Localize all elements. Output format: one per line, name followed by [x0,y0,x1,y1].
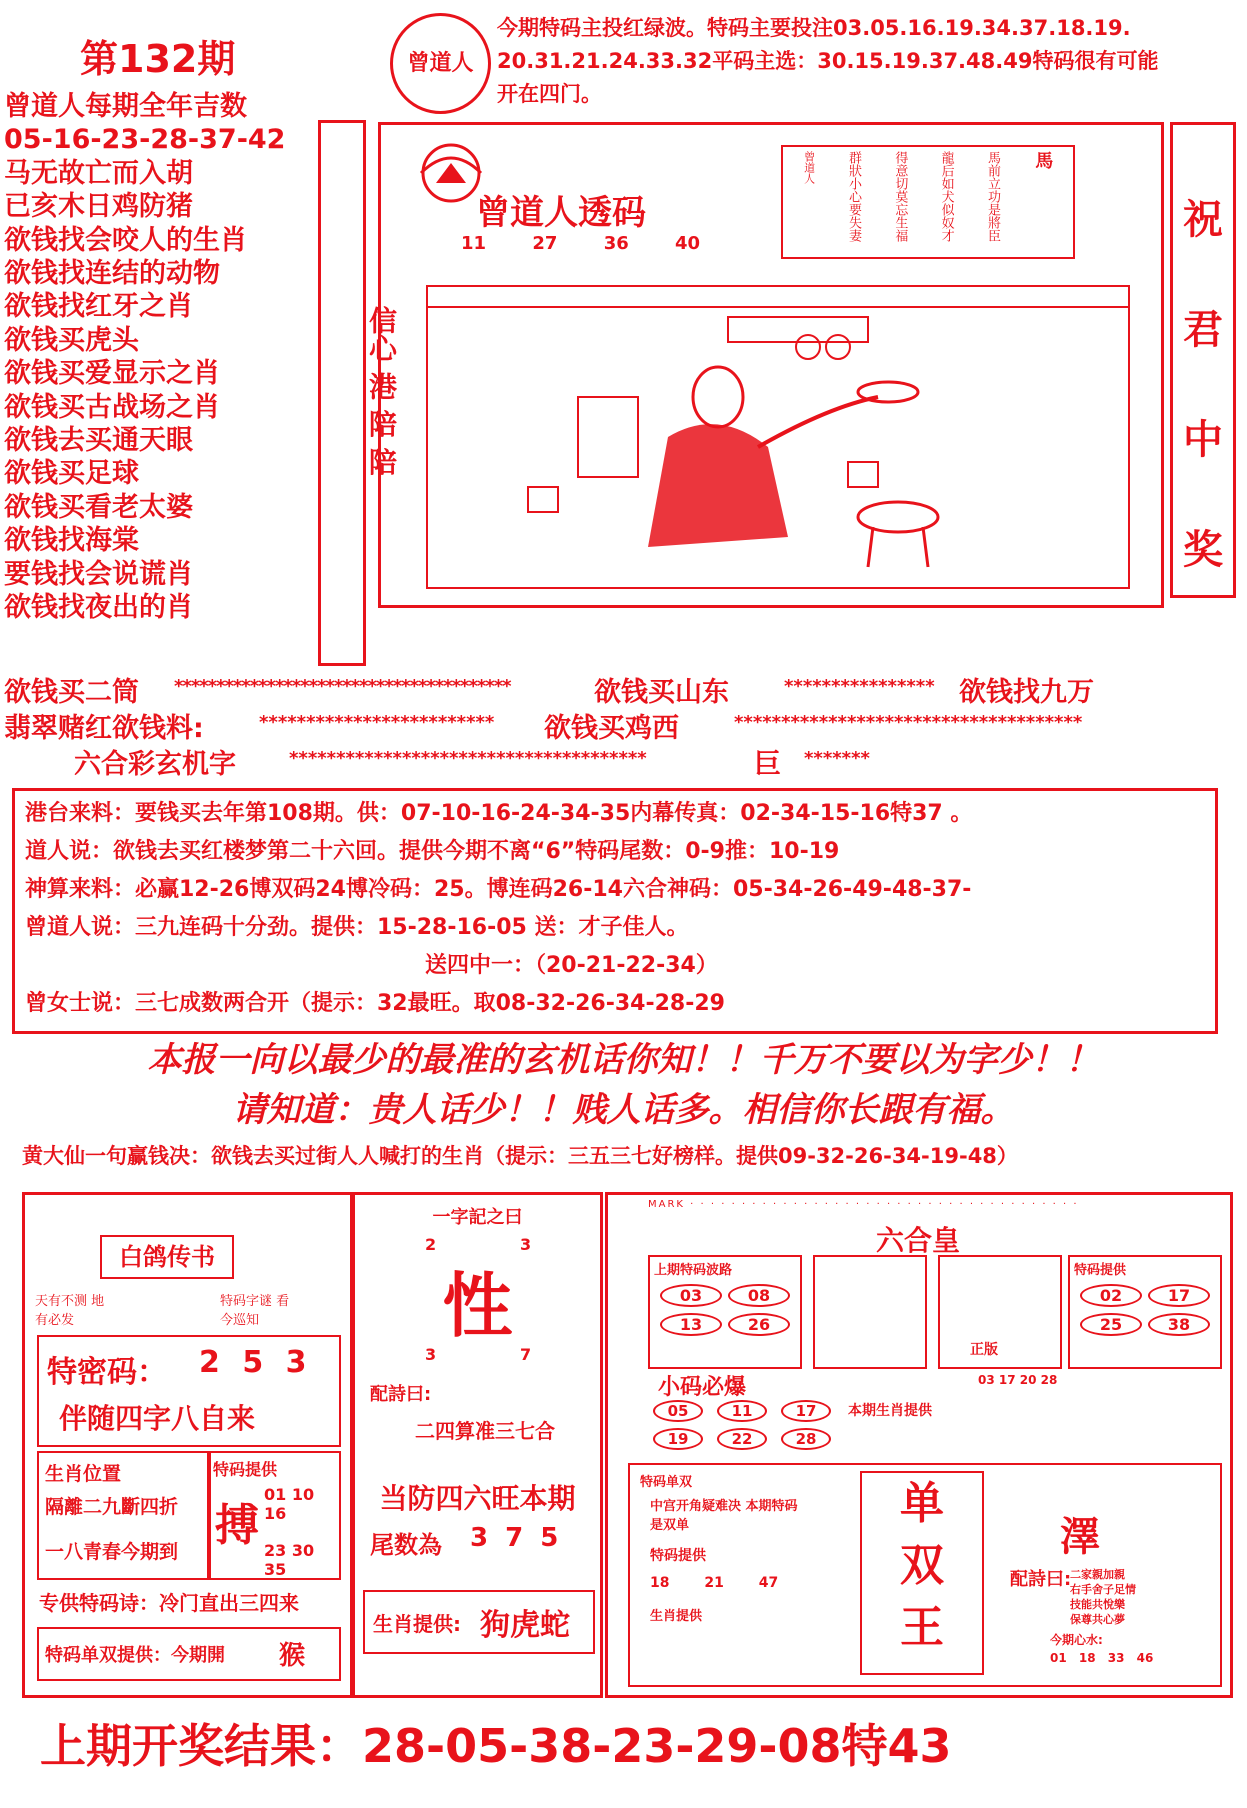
shengxiao-text: 隔離二九斷四折 [45,1496,179,1518]
peishi-line: 二家親加親 [1070,1568,1125,1581]
poem-column: 曾道人 [802,151,816,184]
dotted-filler: ************************* [259,712,495,733]
zhengban: 正版 [970,1342,998,1358]
ball-number: 05 [653,1400,703,1422]
left-vertical-banner [318,120,398,666]
shengxiao-label: 生肖提供: [373,1612,461,1636]
tema2-number: 21 [704,1575,724,1591]
picture-panel [378,122,1164,608]
ball-number: 28 [781,1428,831,1450]
big-char: 双 [900,1540,944,1591]
lower-middle-panel [352,1192,603,1698]
danshuang-value: 猴 [279,1641,306,1671]
poem-column: 馬前立功是將臣 [984,151,1000,242]
left-vertical-text: 信心 港 陪 陪 [365,306,398,476]
tema-title: 特码提供 [1074,1263,1127,1278]
huang-line: 黄大仙一句赢钱决：欲钱去买过街人人喊打的生肖（提示：三五三七好榜样。提供09-32-26-34-19-48） [22,1144,1018,1168]
bottom-number: 01 [1050,1651,1067,1665]
big-char: 王 [900,1602,944,1653]
peishi-line: 右手舍子足情 [1070,1583,1136,1596]
tehao-nums: 01 10 16 [264,1485,315,1523]
slogan-line: 请知道：贵人话少！！贱人话多。相信你长跟有福。 [232,1090,1015,1130]
fortune-teller-illustration [428,287,1128,587]
clue-line: 欲钱找夜出的肖 [4,592,193,624]
danshuang-text: 中宫开角疑难决 本期特码是双单 [650,1499,798,1533]
picture-numbers [461,233,700,254]
issue-number: 第132期 [80,37,236,81]
peishi-text: 二四算准三七合 [415,1419,555,1443]
clue-line: 欲钱买虎头 [4,324,139,356]
info-line: 道人说：欲钱去买红楼梦第二十六回。提供今期不离“6”特码尾数：0-9推：10-19 [25,839,840,864]
ball-number: 19 [653,1428,703,1450]
lower-left-panel [22,1192,353,1698]
big-char: 单 [900,1478,944,1529]
corner-number: 7 [520,1345,532,1364]
poem-column: 馬 [1032,151,1054,169]
dotted-filler: ************************************** [289,748,647,769]
dotted-label: 欲钱买二筒 [4,677,139,708]
lower-right-panel [605,1192,1233,1698]
ball-number: 13 [660,1313,722,1336]
clue-line: 欲钱找红牙之肖 [4,291,193,323]
banner-line: 今期特码主投红绿波。特码主要投注03.05.16.19.34.37.18.19. [497,16,1131,40]
bottom-number: 46 [1136,1651,1154,1665]
clue-line: 欲钱买爱显示之肖 [4,358,220,390]
zhuzi-char: 澤 [1060,1514,1100,1560]
dotted-middle: 巨 [754,749,781,780]
peishi-label: 配詩曰: [370,1384,432,1405]
mark-text: MARK [648,1199,685,1210]
jinqi-label: 今期心水: [1050,1633,1103,1647]
info-line: 送四中一：（20-21-22-34） [425,953,718,978]
picture-number: 27 [532,233,558,254]
illustration-frame [426,285,1130,589]
poem-column: 龍后如犬似奴才 [938,151,954,242]
dotted-middle: 欲钱买山东 [594,677,729,708]
poem-column: 得意切莫忘生福 [892,151,908,242]
dotted-label: 翡翠赌红欲钱料: [4,713,204,744]
top-banner [385,8,1240,118]
clue-line: 欲钱去买通天眼 [4,425,193,457]
ball-number: 22 [717,1428,767,1450]
poem-line: 专供特码诗：冷门直出三四来 [39,1591,299,1615]
clue-line: 要钱找会说谎肖 [4,558,193,590]
ball-number: 25 [1080,1313,1142,1336]
prev-wave-title: 上期特码波路 [654,1263,733,1278]
corner-number: 2 [425,1235,437,1254]
slogan [0,1035,1247,1135]
right-vertical-char: 祝 [1183,197,1223,243]
middle-top-text: 一字記之曰 [432,1207,523,1228]
vertical-text-box [813,1255,927,1369]
info-line: 港台来料：要钱买去年第108期。供：07-10-16-24-34-35内幕传真：02-34-15-16特37 。 [25,801,973,826]
peishi-line: 技能共悅樂 [1070,1598,1125,1611]
info-box [12,788,1218,1034]
right-vertical-char: 中 [1183,417,1223,463]
ball-number: 11 [717,1400,767,1422]
small-note-left: 天有不测 地有必发 [35,1294,105,1328]
shengxiao-title: 生肖位置 [45,1463,122,1485]
clue-line: 欲钱买古战场之肖 [4,391,220,423]
dotted-filler: **************** [784,676,935,697]
ball-number: 02 [1080,1284,1142,1307]
tehao-title: 特码提供 [213,1460,278,1479]
panel-header: 白鸽传书 [100,1235,234,1279]
danshuang-label: 特码单双提供：今期開 [45,1645,225,1666]
small-note-right: 特码字谜 看今巡知 [220,1294,290,1328]
ball-number: 26 [728,1313,790,1336]
clue-line: 欲钱找海棠 [4,525,139,557]
right-vertical-char: 君 [1183,307,1223,353]
picture-number: 11 [461,233,487,254]
clue-line: 欲钱找连结的动物 [4,258,220,290]
clue-line: 欲钱找会咬人的生肖 [4,224,247,256]
tema2-number: 18 [650,1575,670,1591]
dotted-filler: **************************************** [174,676,511,697]
poem-column: 群狀小心要失妻 [845,151,861,242]
clue-line: 曾道人每期全年吉数 [4,91,247,122]
danshuang-title: 特码单双 [640,1475,693,1490]
peishi-line: 保尊共心夢 [1070,1613,1125,1626]
info-line: 曾道人说：三九连码十分劲。提供：15-28-16-05 送：才子佳人。 [25,915,689,940]
clue-line: 欲钱买足球 [4,458,139,490]
ball-number: 17 [1148,1284,1210,1307]
poem-box [781,145,1075,259]
clue-line: 05-16-23-28-37-42 [4,124,286,156]
clue-line: 马无故亡而入胡 [4,157,193,189]
tema2-title: 特码提供 [650,1548,706,1564]
left-clue-column [4,90,285,625]
ball-number: 03 [660,1284,722,1307]
small-title: 小码必爆 [658,1375,747,1400]
previous-result: 上期开奖结果：28-05-38-23-29-08特43 [40,1719,952,1773]
row-numbers: 03 17 20 28 [978,1373,1058,1387]
clue-line: 已亥木日鸡防猪 [4,191,193,223]
right-vertical-banner [1170,122,1236,598]
yiba-text: 一八青春今期到 [45,1541,179,1563]
picture-number: 36 [603,233,629,254]
mark-strip: MARK · · · · · · · · · · · · · · · · · · · · · · · · · · · · · · · · · · · · · · [648,1199,1079,1210]
ball-number: 17 [781,1400,831,1422]
dotted-rows [4,670,1234,778]
dangfang-text: 当防四六旺本期 [379,1482,576,1515]
dotted-filler: ******* [804,748,870,769]
dotted-middle: 欲钱买鸡西 [544,713,679,744]
info-line: 曾女士说：三七成数两合开（提示：32最旺。取08-32-26-34-28-29 [25,991,725,1016]
tema-value: 2 5 3 [199,1345,313,1380]
banner-line: 20.31.21.24.33.32平码主选：30.15.19.37.48.49特码很有可能 [497,49,1159,73]
shengxiao-value: 狗虎蛇 [480,1608,570,1643]
tema2-number: 47 [758,1575,779,1591]
logo-text: 曾道人 [407,51,474,76]
corner-number: 3 [425,1345,437,1364]
info-line: 神算来料：必赢12-26博双码24博冷码：25。博连码26-14六合神码：05-34-26-49-48-37- [25,877,972,902]
bottom-number: 33 [1107,1651,1125,1665]
middle-big-char: 性 [442,1264,513,1347]
shengxiao-title: 生肖提供 [650,1609,703,1624]
peishi-label: 配詩曰: [1010,1569,1072,1590]
banner-line: 开在四门。 [497,82,602,106]
weishu-value: 3 7 5 [470,1523,563,1553]
clue-line: 欲钱买看老太婆 [4,491,193,523]
tehao-char: 搏 [215,1500,259,1551]
tema-sub: 伴随四字八自来 [59,1402,256,1435]
bottom-number: 18 [1078,1651,1096,1665]
right-panel-title: 六合皇 [875,1224,960,1257]
ball-number: 08 [728,1284,790,1307]
dotted-label: 六合彩玄机字 [74,749,236,780]
slogan-line: 本报一向以最少的最准的玄机话你知！！千万不要以为字少！！ [147,1040,1100,1080]
tema-label: 特密码： [47,1355,167,1390]
benqi-label: 本期生肖提供 [848,1403,932,1419]
weishu-label: 尾数為 [370,1531,442,1559]
corner-number: 3 [520,1235,532,1254]
dotted-filler: ************************************* [734,712,1083,733]
right-vertical-char: 奖 [1183,527,1223,573]
dotted-right: 欲钱找九万 [959,677,1094,708]
picture-title: 曾道人透码 [476,193,646,233]
logo [390,13,491,114]
tehao-nums: 23 30 35 [264,1541,315,1579]
ball-number: 38 [1148,1313,1210,1336]
picture-number: 40 [675,233,701,254]
